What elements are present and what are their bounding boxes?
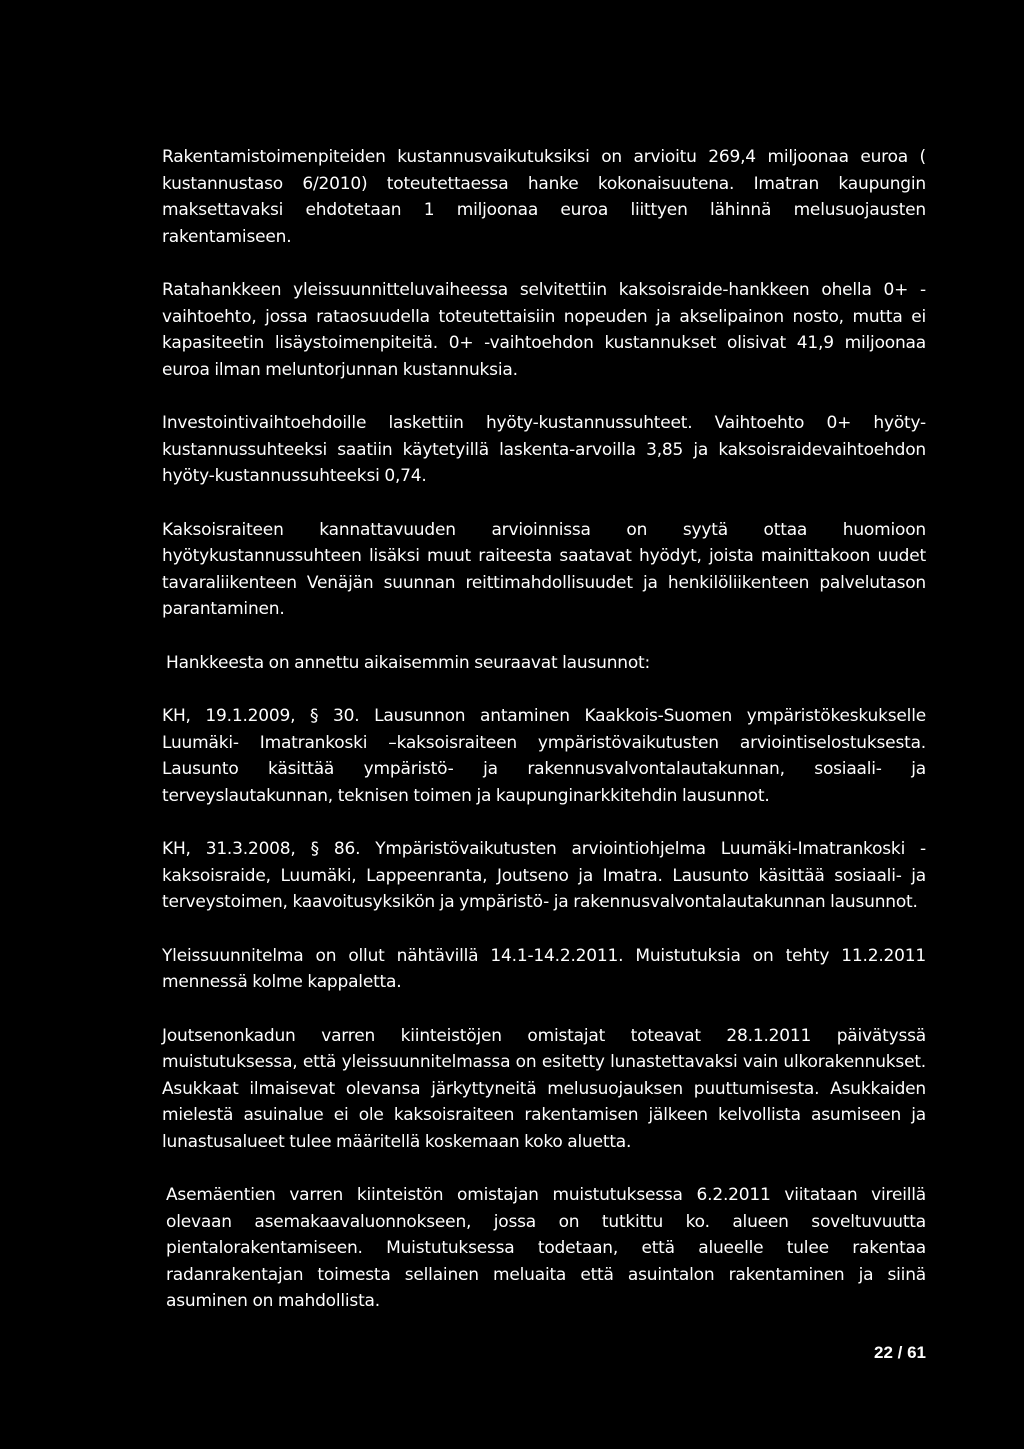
paragraph-statement-2008: KH, 31.3.2008, § 86. Ympäristövaikutusten arviointiohjelma Luumäki-Imatrankoski -kaksoisraide, Luumäki, Lappeenranta, Joutseno ja Imatra. Lausunto käsittää sosiaali- ja terveystoimen, kaavoitusyksikön ja ympäristö- ja rakennusvalvontalautakunnan lausunnot. (162, 839, 926, 912)
page-number: 22 / 61 (874, 1343, 926, 1362)
paragraph-objection-asemaentie: Asemäentien varren kiinteistön omistajan muistutuksessa 6.2.2011 viitataan vireillä olevaan asemakaavaluonnokseen, jossa on tutkittu ko. alueen soveltuvuutta pientalorakentamiseen. Muistutuksessa todetaan, että alueelle tulee rakentaa radanrakentajan toimesta sellainen meluaita että asuintalon rakentaminen ja siinä asuminen on mahdollista. (166, 1185, 926, 1311)
document-page (162, 144, 926, 1342)
paragraph-cost-benefit: Investointivaihtoehdoille laskettiin hyöty-kustannussuhteet. Vaihtoehto 0+ hyöty-kustannussuhteeksi saatiin käytetyillä laskenta-arvoilla 3,85 ja kaksoisraidevaihtoehdon hyöty-kustannussuhteeksi 0,74. (162, 413, 926, 486)
paragraph-previous-statements: Hankkeesta on annettu aikaisemmin seuraavat lausunnot: (166, 652, 651, 673)
paragraph-alternative-zero-plus: Ratahankkeen yleissuunnitteluvaiheessa selvitettiin kaksoisraide-hankkeen ohella 0+ - vaihtoehto, jossa rataosuudella toteutettaisiin nopeuden ja akselipainon nosto, mutta ei kapasiteetin lisäystoimenpiteitä. 0+ -vaihtoehdon kustannukset olisivat 41,9 miljoonaa euroa ilman meluntorjunnan kustannuksia. (162, 280, 926, 380)
paragraph-costs: Rakentamistoimenpiteiden kustannusvaikutuksiksi on arvioitu 269,4 miljoonaa euroa ( kustannustaso 6/2010) toteutettaessa hanke kokonaisuutena. Imatran kaupungin maksettavaksi ehdotetaan 1 miljoonaa euroa liittyen lähinnä melusuojausten rakentamiseen. (162, 147, 926, 247)
paragraph-statement-2009: KH, 19.1.2009, § 30. Lausunnon antaminen Kaakkois-Suomen ympäristökeskukselle Luumäki- Imatrankoski –kaksoisraiteen ympäristövaikutusten arviointiselostuksesta. Lausunto käsittää ympäristö- ja rakennusvalvontalautakunnan, sosiaali- ja terveyslautakunnan, teknisen toimen ja kaupunginarkkitehdin lausunnot. (162, 706, 926, 806)
paragraph-profitability: Kaksoisraiteen kannattavuuden arvioinnissa on syytä ottaa huomioon hyötykustannussuhteen lisäksi muut raiteesta saatavat hyödyt, joista mainittakoon uudet tavaraliikenteen Venäjän suunnan reittimahdollisuudet ja henkilöliikenteen palvelutason parantaminen. (162, 519, 926, 619)
paragraph-objection-joutsenonkatu: Joutsenonkadun varren kiinteistöjen omistajat toteavat 28.1.2011 päivätyssä muistutuksessa, että yleissuunnitelmassa on esitetty lunastettavaksi vain ulkorakennukset. Asukkaat ilmaisevat olevansa järkyttyneitä melusuojauksen puuttumisesta. Asukkaiden mielestä asuinalue ei ole kaksoisraiteen rakentamisen jälkeen kelvollista asumiseen ja lunastusalueet tulee määritellä koskemaan koko aluetta. (162, 1025, 926, 1152)
paragraph-public-display: Yleissuunnitelma on ollut nähtävillä 14.1-14.2.2011. Muistutuksia on tehty 11.2.2011 mennessä kolme kappaletta. (162, 945, 926, 992)
